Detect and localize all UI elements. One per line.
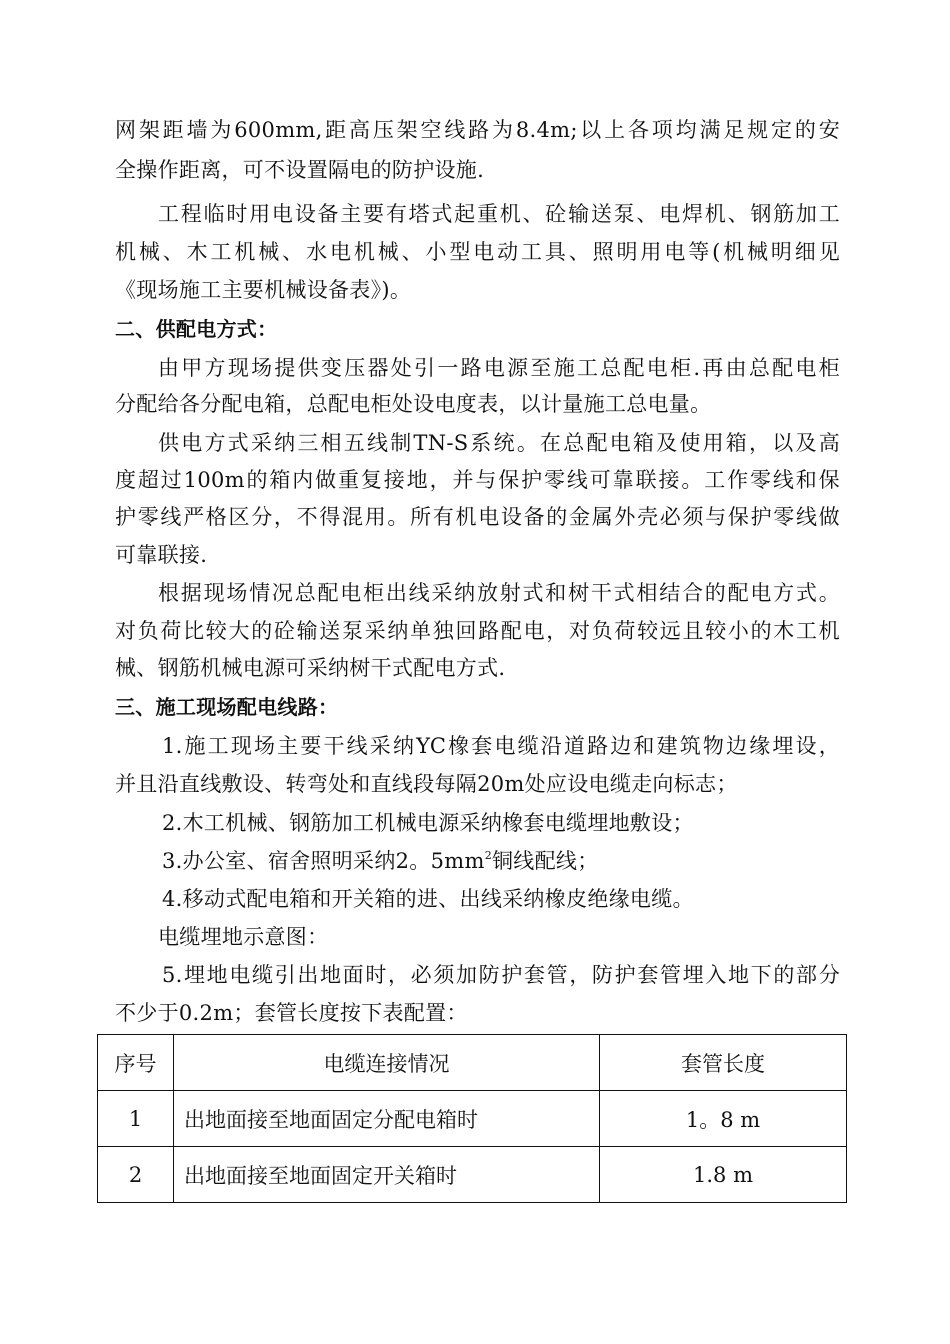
table-cell: 1.8 m xyxy=(600,1147,847,1203)
section-heading: 二、供配电方式： xyxy=(115,317,278,341)
table-cell: 2 xyxy=(98,1147,174,1203)
list-item-line: 1.施工现场主要干线采纳YC橡套电缆沿道路边和建筑物边缘埋设， xyxy=(162,734,840,758)
table-cell: 1 xyxy=(98,1091,174,1147)
paragraph-line: 护零线严格区分，不得混用。所有机电设备的金属外壳必须与保护零线做 xyxy=(115,505,840,529)
table-row xyxy=(98,1147,847,1203)
list-item-line: 不少于0.2m；套管长度按下表配置： xyxy=(115,1001,468,1025)
figure-caption: 电缆埋地示意图： xyxy=(158,925,329,949)
section-heading: 三、施工现场配电线路： xyxy=(115,695,339,719)
paragraph-line: 全操作距离，可不设置隔电的防护设施. xyxy=(115,158,485,182)
table-row xyxy=(98,1091,847,1147)
paragraph-line: 度超过100m的箱内做重复接地，并与保护零线可靠联接。工作零线和保 xyxy=(115,468,840,492)
list-item-line: 并且沿直线敷设、转弯处和直线段每隔20m处应设电缆走向标志； xyxy=(115,772,738,796)
list-item-line: 5.埋地电缆引出地面时，必须加防护套管，防护套管埋入地下的部分 xyxy=(162,963,840,987)
list-item: 4.移动式配电箱和开关箱的进、出线采纳橡皮绝缘电缆。 xyxy=(162,887,694,911)
list-item: 2.木工机械、钢筋加工机械电源采纳橡套电缆埋地敷设； xyxy=(162,811,694,835)
paragraph-line: 可靠联接. xyxy=(115,543,208,567)
table-cell: 出地面接至地面固定开关箱时 xyxy=(174,1147,600,1203)
paragraph-line: 分配给各分配电箱，总配电柜处设电度表，以计量施工总电量。 xyxy=(115,392,712,416)
table-header-row xyxy=(98,1035,847,1091)
paragraph-line: 《现场施工主要机械设备表》)。 xyxy=(115,278,412,302)
list-item-text: 铜线配线； xyxy=(492,849,599,873)
paragraph-line: 由甲方现场提供变压器处引一路电源至施工总配电柜.再由总配电柜 xyxy=(158,356,840,380)
superscript: 2 xyxy=(484,849,492,862)
column-header-number: 序号 xyxy=(98,1035,174,1091)
paragraph-line: 根据现场情况总配电柜出线采纳放射式和树干式相结合的配电方式。 xyxy=(158,581,840,605)
paragraph-line: 供电方式采纳三相五线制TN-S系统。在总配电箱及使用箱，以及高 xyxy=(158,431,840,455)
paragraph-line: 对负荷比较大的砼输送泵采纳单独回路配电，对负荷较远且较小的木工机 xyxy=(115,619,840,643)
table-cell: 1。8 m xyxy=(600,1091,847,1147)
list-item xyxy=(162,843,840,879)
list-item-text: 3.办公室、宿舍照明采纳2。5mm xyxy=(162,849,485,873)
paragraph-line: 机械、木工机械、水电机械、小型电动工具、照明用电等(机械明细见 xyxy=(115,240,840,264)
table-cell: 出地面接至地面固定分配电箱时 xyxy=(174,1091,600,1147)
paragraph-line: 网架距墙为600mm,距高压架空线路为8.4m;以上各项均满足规定的安 xyxy=(115,118,840,142)
column-header-length: 套管长度 xyxy=(600,1035,847,1091)
sleeve-length-table xyxy=(97,1034,847,1203)
paragraph-line: 械、钢筋机械电源可采纳树干式配电方式. xyxy=(115,656,506,680)
paragraph-line: 工程临时用电设备主要有塔式起重机、砼输送泵、电焊机、钢筋加工 xyxy=(158,202,840,226)
column-header-connection: 电缆连接情况 xyxy=(174,1035,600,1091)
